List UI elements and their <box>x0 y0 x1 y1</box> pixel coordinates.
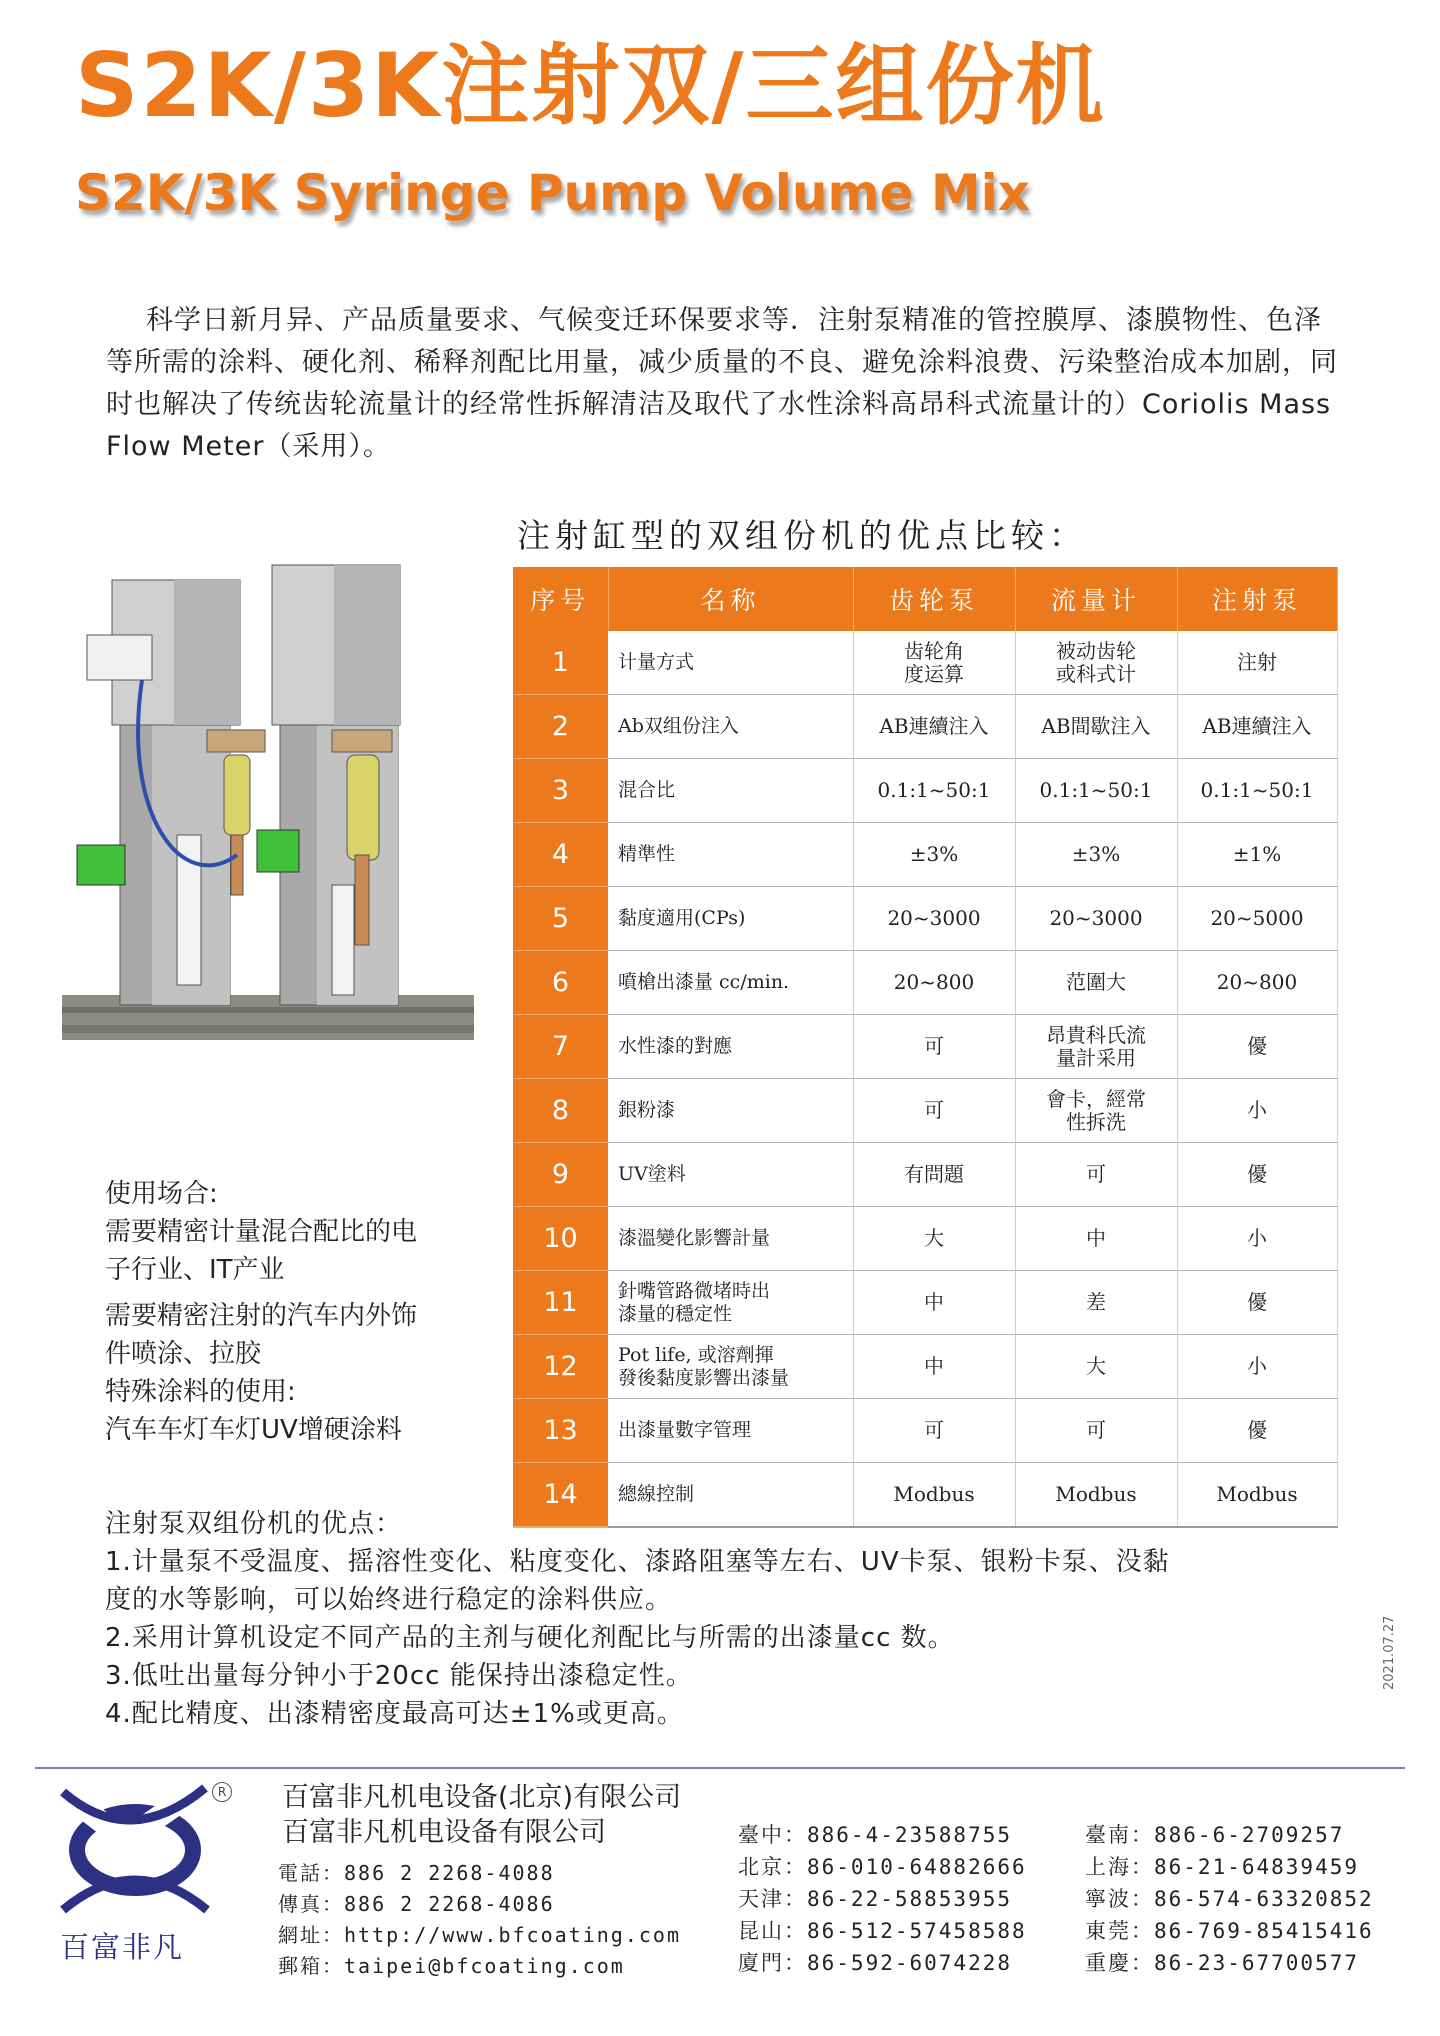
page-title: S2K/3K注射双/三组份机 <box>75 34 1106 137</box>
table-row <box>513 695 1337 759</box>
cell-flow-meter: 范圍大 <box>1015 951 1177 1015</box>
cell-gear-pump: Modbus <box>853 1463 1015 1528</box>
header-flow-meter: 流量计 <box>1015 567 1177 631</box>
row-name: 出漆量數字管理 <box>608 1399 853 1463</box>
advantages-section <box>105 1505 1375 1733</box>
cell-flow-meter: 會卡，經常 性拆洗 <box>1015 1079 1177 1143</box>
branch-phone: 重慶：86-23-67700577 <box>1085 1951 1360 1975</box>
row-name: UV塗料 <box>608 1143 853 1207</box>
cell-flow-meter: 大 <box>1015 1335 1177 1399</box>
email-link[interactable]: 郵箱：taipei@bfcoating.com <box>278 1954 625 1978</box>
cell-syringe-pump: 20~5000 <box>1177 887 1337 951</box>
cell-gear-pump: 20~3000 <box>853 887 1015 951</box>
cell-syringe-pump: 0.1:1~50:1 <box>1177 759 1337 823</box>
branch-phone: 天津：86-22-58853955 <box>738 1887 1013 1911</box>
company-name: 百富非凡机电设备有限公司 <box>282 1817 606 1848</box>
row-number: 9 <box>513 1143 608 1207</box>
row-number: 11 <box>513 1271 608 1335</box>
advantage-item: 2.采用计算机设定不同产品的主剂与硬化剂配比与所需的出漆量cc 数。 <box>105 1623 955 1653</box>
table-row <box>513 1079 1337 1143</box>
cell-flow-meter: 可 <box>1015 1399 1177 1463</box>
company-name-beijing: 百富非凡机电设备(北京)有限公司 <box>282 1782 682 1813</box>
row-number: 14 <box>513 1463 608 1528</box>
registered-mark: R <box>212 1782 232 1802</box>
cell-gear-pump: AB連續注入 <box>853 695 1015 759</box>
cell-gear-pump: 大 <box>853 1207 1015 1271</box>
usage-line: 特殊涂料的使用: <box>105 1377 296 1407</box>
advantage-item: 度的水等影响，可以始终进行稳定的涂料供应。 <box>105 1585 673 1615</box>
table-title: 注射缸型的双组份机的优点比较： <box>517 516 1087 555</box>
row-name: 黏度適用(CPs) <box>608 887 853 951</box>
cell-syringe-pump: 小 <box>1177 1079 1337 1143</box>
branch-phone: 廈門：86-592-6074228 <box>738 1951 1013 1975</box>
cell-syringe-pump: 優 <box>1177 1015 1337 1079</box>
cell-flow-meter: 20~3000 <box>1015 887 1177 951</box>
row-number: 5 <box>513 887 608 951</box>
row-name: 總線控制 <box>608 1463 853 1528</box>
cell-gear-pump: 可 <box>853 1399 1015 1463</box>
row-name: 计量方式 <box>608 631 853 695</box>
cell-gear-pump: 中 <box>853 1335 1015 1399</box>
cell-syringe-pump: ±1% <box>1177 823 1337 887</box>
table-row <box>513 951 1337 1015</box>
table-row <box>513 1143 1337 1207</box>
row-name: 針嘴管路微堵時出 漆量的穩定性 <box>608 1271 853 1335</box>
cell-gear-pump: 中 <box>853 1271 1015 1335</box>
row-number: 3 <box>513 759 608 823</box>
cell-flow-meter: 中 <box>1015 1207 1177 1271</box>
advantage-item: 3.低吐出量每分钟小于20cc 能保持出漆稳定性。 <box>105 1661 693 1691</box>
cell-syringe-pump: 優 <box>1177 1399 1337 1463</box>
table-row <box>513 759 1337 823</box>
advantage-item: 1.计量泵不受温度、摇溶性变化、粘度变化、漆路阻塞等左右、UV卡泵、银粉卡泵、没黏 <box>105 1547 1170 1577</box>
table-body <box>513 631 1337 1527</box>
row-name: Pot life, 或溶劑揮 發後黏度影響出漆量 <box>608 1335 853 1399</box>
row-name: 噴槍出漆量 cc/min. <box>608 951 853 1015</box>
branch-phone: 昆山：86-512-57458588 <box>738 1919 1027 1943</box>
cell-syringe-pump: 小 <box>1177 1207 1337 1271</box>
cell-syringe-pump: 優 <box>1177 1143 1337 1207</box>
row-number: 10 <box>513 1207 608 1271</box>
row-number: 13 <box>513 1399 608 1463</box>
row-name: 銀粉漆 <box>608 1079 853 1143</box>
contact-info <box>278 1858 681 1982</box>
row-number: 6 <box>513 951 608 1015</box>
cell-syringe-pump: 20~800 <box>1177 951 1337 1015</box>
cell-gear-pump: 可 <box>853 1015 1015 1079</box>
row-name: Ab双组份注入 <box>608 695 853 759</box>
row-name: 混合比 <box>608 759 853 823</box>
row-name: 精準性 <box>608 823 853 887</box>
branch-phone: 寧波：86-574-63320852 <box>1085 1887 1374 1911</box>
cell-syringe-pump: 注射 <box>1177 631 1337 695</box>
table-row <box>513 1207 1337 1271</box>
cell-flow-meter: 差 <box>1015 1271 1177 1335</box>
table-header-row <box>513 567 1337 631</box>
page-subtitle-en: S2K/3K Syringe Pump Volume Mix <box>75 164 1031 222</box>
cell-syringe-pump: AB連續注入 <box>1177 695 1337 759</box>
row-name: 漆溫變化影響計量 <box>608 1207 853 1271</box>
table-row <box>513 1015 1337 1079</box>
branch-phone: 北京：86-010-64882666 <box>738 1855 1027 1879</box>
company-logo-icon <box>55 1780 215 1915</box>
cell-flow-meter: 可 <box>1015 1143 1177 1207</box>
row-number: 7 <box>513 1015 608 1079</box>
usage-section <box>105 1175 505 1449</box>
table-row <box>513 887 1337 951</box>
usage-line: 汽车车灯车灯UV增硬涂料 <box>105 1415 402 1445</box>
usage-line: 件喷涂、拉胶 <box>105 1339 262 1369</box>
phone: 電話：886 2 2268-4088 <box>278 1861 555 1885</box>
table-row <box>513 823 1337 887</box>
cell-syringe-pump: 小 <box>1177 1335 1337 1399</box>
cell-gear-pump: 齿轮角 度运算 <box>853 631 1015 695</box>
table-row <box>513 1335 1337 1399</box>
company-names <box>282 1780 681 1850</box>
advantage-item: 4.配比精度、出漆精密度最高可达±1%或更高。 <box>105 1699 684 1729</box>
cell-flow-meter: Modbus <box>1015 1463 1177 1528</box>
cell-syringe-pump: Modbus <box>1177 1463 1337 1528</box>
branch-phone: 東莞：86-769-85415416 <box>1085 1919 1374 1943</box>
branch-phone: 上海：86-21-64839459 <box>1085 1855 1360 1879</box>
table-row <box>513 1399 1337 1463</box>
cell-gear-pump: ±3% <box>853 823 1015 887</box>
cell-gear-pump: 可 <box>853 1079 1015 1143</box>
table-row <box>513 1271 1337 1335</box>
cell-flow-meter: 昂貴科氏流 量計采用 <box>1015 1015 1177 1079</box>
cell-syringe-pump: 優 <box>1177 1271 1337 1335</box>
cell-gear-pump: 0.1:1~50:1 <box>853 759 1015 823</box>
cell-gear-pump: 20~800 <box>853 951 1015 1015</box>
branch-list-2 <box>1085 1819 1374 1979</box>
usage-line: 需要精密注射的汽车内外饰 <box>105 1301 418 1331</box>
header-no: 序号 <box>513 567 608 631</box>
row-number: 1 <box>513 631 608 695</box>
header-name: 名称 <box>608 567 853 631</box>
comparison-table <box>513 567 1338 1528</box>
cell-flow-meter: 0.1:1~50:1 <box>1015 759 1177 823</box>
fax: 傳真：886 2 2268-4086 <box>278 1892 555 1916</box>
logo-text: 百富非凡 <box>60 1930 185 1964</box>
row-number: 2 <box>513 695 608 759</box>
table-row <box>513 631 1337 695</box>
row-number: 8 <box>513 1079 608 1143</box>
usage-line: 使用场合: <box>105 1179 218 1209</box>
footer-divider <box>35 1767 1405 1769</box>
row-name: 水性漆的對應 <box>608 1015 853 1079</box>
header-syringe-pump: 注射泵 <box>1177 567 1337 631</box>
header-gear-pump: 齿轮泵 <box>853 567 1015 631</box>
intro-paragraph <box>106 300 1346 468</box>
branch-phone: 臺南：886-6-2709257 <box>1085 1823 1345 1847</box>
cell-flow-meter: ±3% <box>1015 823 1177 887</box>
intro-text: 科学日新月异、产品质量要求、气候变迁环保要求等．注射泵精准的管控膜厚、漆膜物性、色泽等所需的涂料、硬化剂、稀释剂配比用量，减少质量的不良、避免涂料浪费、污染整治成本加剧，同时也解决了传统齿轮流量计的经常性拆解清洁及取代了水性涂料高昂科式流量计的）Coriolis Mass Flow Meter（采用）。 <box>106 305 1338 462</box>
branch-list-1 <box>738 1819 1027 1979</box>
cell-gear-pump: 有問題 <box>853 1143 1015 1207</box>
branch-phone: 臺中：886-4-23588755 <box>738 1823 1013 1847</box>
usage-line: 子行业、IT产业 <box>105 1255 285 1285</box>
cell-flow-meter: 被动齿轮 或科式计 <box>1015 631 1177 695</box>
row-number: 12 <box>513 1335 608 1399</box>
row-number: 4 <box>513 823 608 887</box>
cell-flow-meter: AB間歇注入 <box>1015 695 1177 759</box>
website-link[interactable]: 網址：http://www.bfcoating.com <box>278 1923 681 1947</box>
usage-line: 需要精密计量混合配比的电 <box>105 1217 418 1247</box>
syringe-pump-machine-illustration <box>62 555 474 1055</box>
print-date: 2021.07.27 <box>1382 1615 1397 1690</box>
advantages-heading: 注射泵双组份机的优点： <box>105 1509 403 1539</box>
